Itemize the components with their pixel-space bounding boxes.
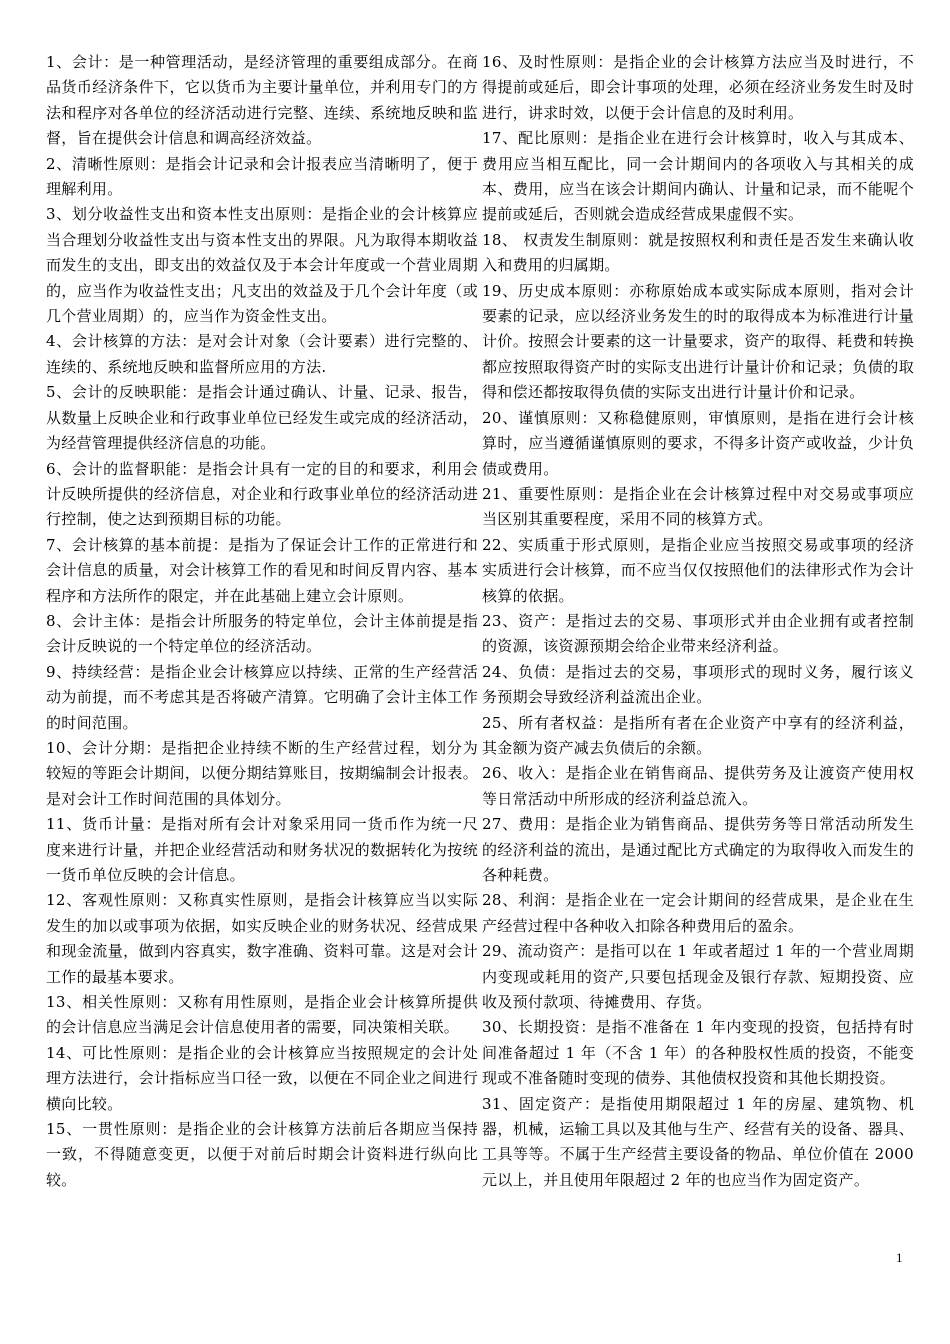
page-number: 1 bbox=[896, 1250, 903, 1265]
left-column bbox=[46, 50, 478, 1193]
definition-paragraph: 1、会计：是一种管理活动，是经济管理的重要组成部分。在商品货币经济条件下，它以货币为主要计量单位，并利用专门的方法和程序对各单位的经济活动进行完整、连续、系统地反映和监督，旨在提供会计信息和调高经济效益。 bbox=[46, 53, 478, 148]
definition-paragraph: 19、历史成本原则：亦称原始成本或实际成本原则，指对会计要素的记录，应以经济业务发生的时的取得成本为标准进行计量计价。按照会计要素的这一计量要求，资产的取得、耗费和转换都应按照取得资产时的实际支出进行计量计价和记录；负债的取得和偿还都按取得负债的实际支出进行计量计价和记录。 bbox=[482, 281, 914, 402]
definition-paragraph: 31、固定资产：是指使用期限超过 1 年的房屋、建筑物、机器，机械，运输工具以及其他与生产、经营有关的设备、器具、工具等等。不属于生产经营主要设备的物品、单位价值在 2000 元以上，并且使用年限超过 2 年的也应当作为固定资产。 bbox=[482, 1094, 914, 1189]
definition-paragraph: 26、收入：是指企业在销售商品、提供劳务及让渡资产使用权等日常活动中所形成的经济利益总流入。 bbox=[482, 764, 914, 808]
definition-paragraph: 21、重要性原则：是指企业在会计核算过程中对交易或事项应当区别其重要程度，采用不同的核算方式。 bbox=[482, 484, 914, 529]
definition-paragraph: 24、负债：是指过去的交易，事项形式的现时义务，履行该义务预期会导致经济利益流出企业。 bbox=[482, 662, 914, 707]
definition-paragraph: 11、货币计量：是指对所有会计对象采用同一货币作为统一尺度来进行计量，并把企业经营活动和财务状况的数据转化为按统一货币单位反映的会计信息。 bbox=[46, 815, 478, 884]
definition-paragraph: 23、资产：是指过去的交易、事项形式并由企业拥有或者控制的资源，该资源预期会给企业带来经济利益。 bbox=[482, 611, 914, 656]
definition-paragraph: 6、会计的监督职能：是指会计具有一定的目的和要求，利用会计反映所提供的经济信息，对企业和行政事业单位的经济活动进行控制，使之达到预期目标的功能。 bbox=[46, 459, 478, 529]
definition-paragraph: 3、划分收益性支出和资本性支出原则：是指企业的会计核算应当合理划分收益性支出与资本性支出的界限。凡为取得本期收益而发生的支出，即支出的效益仅及于本会计年度或一个营业周期的，应当作为收益性支出；凡支出的效益及于几个会计年度（或几个营业周期）的，应当作为资金性支出。 bbox=[46, 205, 478, 326]
definition-paragraph: 8、会计主体：是指会计所服务的特定单位，会计主体前提是指会计反映说的一个特定单位的经济活动。 bbox=[46, 611, 478, 656]
definition-paragraph: 15、一贯性原则：是指企业的会计核算方法前后各期应当保持一致，不得随意变更，以便于对前后时期会计资料进行纵向比较。 bbox=[46, 1120, 478, 1189]
definition-paragraph: 10、会计分期：是指把企业持续不断的生产经营过程，划分为较短的等距会计期间，以便分期结算账目，按期编制会计报表。是对会计工作时间范围的具体划分。 bbox=[46, 738, 478, 808]
definition-paragraph: 18、 权责发生制原则：就是按照权利和责任是否发生来确认收入和费用的归属期。 bbox=[482, 230, 914, 275]
definition-paragraph: 22、实质重于形式原则，是指企业应当按照交易或事项的经济实质进行会计核算，而不应当仅仅按照他们的法律形式作为会计核算的依据。 bbox=[482, 535, 914, 605]
definition-paragraph: 2、清晰性原则：是指会计记录和会计报表应当清晰明了，便于理解利用。 bbox=[46, 154, 478, 199]
definition-paragraph: 20、谨慎原则：又称稳健原则，审慎原则，是指在进行会计核算时，应当遵循谨慎原则的要求，不得多计资产或收益，少计负债或费用。 bbox=[482, 408, 914, 478]
definition-paragraph: 27、费用：是指企业为销售商品、提供劳务等日常活动所发生的经济利益的流出，是通过配比方式确定的为取得收入而发生的各种耗费。 bbox=[482, 815, 914, 884]
definition-paragraph: 4、会计核算的方法：是对会计对象（会计要素）进行完整的、连续的、系统地反映和监督所应用的方法. bbox=[46, 332, 478, 376]
definition-paragraph: 13、相关性原则：又称有用性原则，是指企业会计核算所提供的会计信息应当满足会计信息使用者的需要，同决策相关联。 bbox=[46, 993, 478, 1037]
definition-paragraph: 5、会计的反映职能：是指会计通过确认、计量、记录、报告，从数量上反映企业和行政事业单位已经发生或完成的经济活动，为经营管理提供经济信息的功能。 bbox=[46, 383, 478, 453]
definition-paragraph: 14、可比性原则：是指企业的会计核算应当按照规定的会计处理方法进行，会计指标应当口径一致，以便在不同企业之间进行横向比较。 bbox=[46, 1043, 478, 1113]
definition-paragraph: 12、客观性原则：又称真实性原则，是指会计核算应当以实际发生的加以或事项为依据，如实反映企业的财务状况、经营成果和现金流量，做到内容真实，数字准确、资料可靠。这是对会计工作的最基本要求。 bbox=[46, 891, 478, 986]
definition-paragraph: 9、持续经营：是指企业会计核算应以持续、正常的生产经营活动为前提，而不考虑其是否将破产清算。它明确了会计主体工作的时间范围。 bbox=[46, 662, 478, 732]
definition-paragraph: 28、利润：是指企业在一定会计期间的经营成果，是企业在生产经营过程中各种收入扣除各种费用后的盈余。 bbox=[482, 891, 914, 935]
definition-paragraph: 16、及时性原则：是指企业的会计核算方法应当及时进行，不得提前或延后，即会计事项的处理，必须在经济业务发生时及时进行，讲求时效，以便于会计信息的及时利用。 bbox=[482, 53, 914, 122]
definition-paragraph: 17、配比原则：是指企业在进行会计核算时，收入与其成本、费用应当相互配比，同一会计期间内的各项收入与其相关的成本、费用，应当在该会计期间内确认、计量和记录，而不能呢个提前或延后，否则就会造成经营成果虚假不实。 bbox=[482, 129, 914, 224]
definition-paragraph: 25、所有者权益：是指所有者在企业资产中享有的经济利益，其金额为资产减去负债后的余额。 bbox=[482, 713, 914, 757]
right-column bbox=[482, 50, 914, 1193]
definition-paragraph: 7、会计核算的基本前提：是指为了保证会计工作的正常进行和会计信息的质量，对会计核算工作的看见和时间反胃内容、基本程序和方法所作的限定，并在此基础上建立会计原则。 bbox=[46, 535, 478, 605]
definition-paragraph: 30、长期投资：是指不准备在 1 年内变现的投资，包括持有时间准备超过 1 年（不含 1 年）的各种股权性质的投资，不能变现或不准备随时变现的债券、其他债权投资和其他长期投资。 bbox=[482, 1018, 914, 1088]
definition-paragraph: 29、流动资产：是指可以在 1 年或者超过 1 年的一个营业周期内变现或耗用的资产,只要包括现金及银行存款、短期投资、应收及预付款项、待摊费用、存货。 bbox=[482, 942, 914, 1012]
